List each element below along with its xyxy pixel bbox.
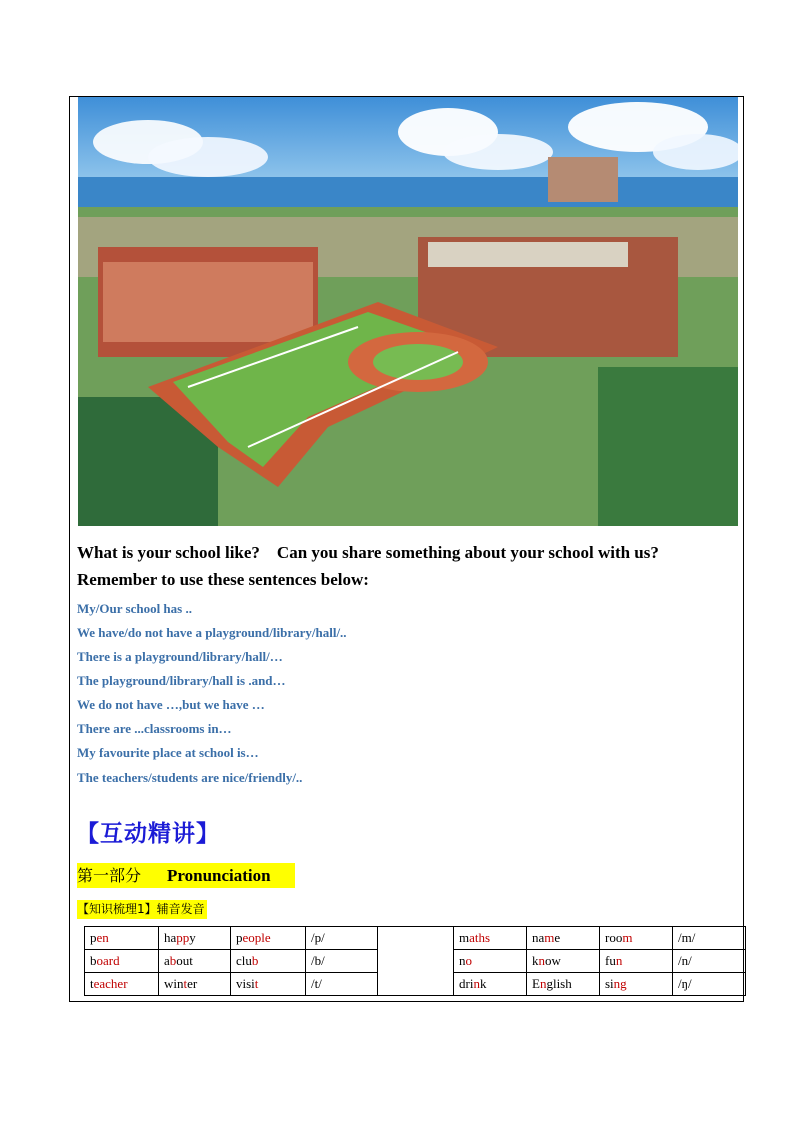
highlighted-letters: n [538,953,545,968]
spacer-cell [378,927,454,996]
word-part: k [532,953,539,968]
part-title-en: Pronunciation [167,866,271,885]
highlighted-letters: n [473,976,480,991]
highlighted-letters: pp [176,930,190,945]
sentence-pattern: My/Our school has .. [77,601,192,616]
word-part: k [479,976,487,991]
word-cell [85,973,159,996]
part-title [77,863,295,888]
word-part: b [90,953,97,968]
word-part: na [532,930,545,945]
sentence-pattern: We do not have …,but we have … [77,697,265,712]
knowledge-tag: 【知识梳理1】辅音发音 [77,900,207,919]
word-cell [527,950,600,973]
word-cell [159,973,231,996]
sentence-pattern: My favourite place at school is… [77,745,259,760]
word-cell [454,973,527,996]
word-part: visi [236,976,255,991]
word-part: E [532,976,540,991]
highlighted-letters: eople [242,930,271,945]
word-cell [85,950,159,973]
word-part: m [459,930,470,945]
sentence-pattern: There is a playground/library/hall/… [77,649,283,664]
sentence-pattern: The teachers/students are nice/friendly/.. [77,770,303,785]
word-cell [600,950,673,973]
sentence-pattern: We have/do not have a playground/library/hall/.. [77,625,347,640]
sentence-pattern: There are ...classrooms in… [77,721,232,736]
word-part: ha [164,930,177,945]
phoneme-cell: /t/ [306,973,378,996]
highlighted-letters: t [183,976,188,991]
word-part: si [605,976,614,991]
highlighted-letters: n [615,953,623,968]
word-cell [527,927,600,950]
school-campus-illustration [78,97,738,526]
word-cell [527,973,600,996]
word-part: clu [236,953,252,968]
word-part: y [189,930,196,945]
word-part: fu [605,953,616,968]
highlighted-letters: m [622,930,633,945]
highlighted-letters: n [539,976,547,991]
word-part: e [554,930,561,945]
section-heading: 【互动精讲】 [76,821,220,847]
word-part: p [90,930,97,945]
word-cell [231,927,306,950]
school-campus-illustration-svg [78,97,738,526]
word-part: out [176,953,193,968]
phoneme-cell: /p/ [306,927,378,950]
phoneme-cell: /ŋ/ [673,973,746,996]
word-cell [600,927,673,950]
word-part: dri [459,976,474,991]
highlighted-letters: m [544,930,555,945]
word-cell [454,927,527,950]
word-part: ow [545,953,561,968]
highlighted-letters: en [96,930,109,945]
question-school-like: What is your school like? Can you share something about your school with us? [77,543,659,562]
word-part: a [164,953,170,968]
highlighted-letters: b [169,953,177,968]
word-part: n [459,953,466,968]
highlighted-letters: eacher [93,976,128,991]
sentence-pattern: The playground/library/hall is .and… [77,673,286,688]
word-part: er [187,976,198,991]
word-cell [231,950,306,973]
highlighted-letters: aths [469,930,491,945]
phoneme-cell: /n/ [673,950,746,973]
word-cell [159,950,231,973]
phoneme-cell: /m/ [673,927,746,950]
word-part: roo [605,930,623,945]
instruction-use-sentences: Remember to use these sentences below: [77,570,369,589]
part-title-cn: 第一部分 [77,866,142,885]
highlighted-letters: b [251,953,259,968]
word-part: t [90,976,94,991]
word-cell [454,950,527,973]
word-cell [600,973,673,996]
word-cell [159,927,231,950]
word-cell [85,927,159,950]
highlighted-letters: t [254,976,259,991]
pronunciation-table [84,926,746,996]
highlighted-letters: o [465,953,472,968]
table-row [85,927,746,950]
highlighted-letters: ng [613,976,627,991]
highlighted-letters: oard [96,953,120,968]
word-part: win [164,976,184,991]
word-part: glish [546,976,572,991]
word-part: p [236,930,243,945]
word-cell [231,973,306,996]
phoneme-cell: /b/ [306,950,378,973]
